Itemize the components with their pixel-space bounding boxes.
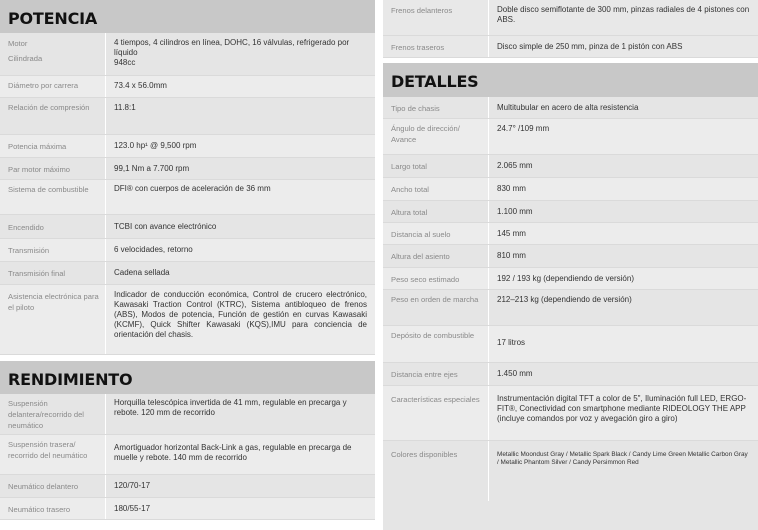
row-label: Colores disponibles <box>383 441 489 501</box>
row-label: Potencia máxima <box>0 135 106 157</box>
table-row <box>0 76 375 98</box>
row-value: 120/70-17 <box>114 481 151 490</box>
table-row <box>383 155 758 178</box>
row-label: Ancho total <box>383 178 489 200</box>
table-row <box>0 394 375 435</box>
row-value: 810 mm <box>497 251 526 260</box>
row-value: 11.8:1 <box>114 103 136 112</box>
table-row <box>383 363 758 386</box>
table-row <box>0 180 375 215</box>
row-label: Distancia al suelo <box>383 223 489 244</box>
table-row <box>383 119 758 155</box>
table-row <box>383 290 758 326</box>
row-value: 123.0 hp¹ @ 9,500 rpm <box>114 141 197 150</box>
section-title-detalles: DETALLES <box>383 63 758 97</box>
row-label: Largo total <box>383 155 489 177</box>
table-row <box>383 268 758 290</box>
row-label: Suspensión delantera/recorrido del neumático <box>0 394 106 434</box>
row-value: Amortiguador horizontal Back-Link a gas, regulable en precarga de muelle y rebote. 140 mm de recorrido <box>114 443 352 462</box>
frenos-table <box>383 0 758 58</box>
row-label: Características especiales <box>383 386 489 440</box>
table-row <box>383 386 758 441</box>
row-label: Tipo de chasis <box>383 97 489 118</box>
row-value: 830 mm <box>497 184 526 193</box>
row-value: 2.065 mm <box>497 161 533 170</box>
table-row <box>0 33 375 76</box>
table-row <box>383 97 758 119</box>
table-row <box>0 215 375 239</box>
row-value: 4 tiempos, 4 cilindros en línea, DOHC, 16 válvulas, refrigerado por líquido <box>114 38 350 57</box>
row-label: Neumático trasero <box>0 498 106 519</box>
row-label: Par motor máximo <box>0 158 106 179</box>
row-value: Indicador de conducción económica, Control de crucero electrónico, Kawasaki Traction Control (KTRC), Sistema antibloqueo de frenos (ABS), Modos de potencia, Función de gestión en curvas Kawasaki (KCMF), Quick Shifter Kawasaki (KQS),IMU para conciencia de orientación del chasis. <box>114 290 367 339</box>
table-row <box>383 245 758 268</box>
table-row <box>383 201 758 223</box>
row-label: Peso en orden de marcha <box>383 290 489 325</box>
table-row <box>383 441 758 501</box>
table-row <box>0 435 375 475</box>
row-value: 180/55-17 <box>114 504 151 513</box>
row-value: 1.450 mm <box>497 369 533 378</box>
row-label: Ángulo de dirección/ Avance <box>383 119 489 154</box>
row-label: Neumático delantero <box>0 475 106 497</box>
row-label: Sistema de combustible <box>0 180 106 214</box>
row-value: 948cc <box>114 58 136 67</box>
row-value: TCBI con avance electrónico <box>114 222 217 231</box>
detalles-table <box>383 97 758 501</box>
row-label: Altura del asiento <box>383 245 489 267</box>
row-label: Transmisión <box>0 239 106 261</box>
row-label: Asistencia electrónica para el piloto <box>0 285 106 354</box>
row-value: 212–213 kg (dependiendo de versión) <box>497 295 632 304</box>
row-value: 73.4 x 56.0mm <box>114 81 167 90</box>
table-row <box>0 98 375 135</box>
section-title-potencia: POTENCIA <box>0 0 375 33</box>
row-label: Diámetro por carrera <box>0 76 106 97</box>
potencia-table <box>0 33 375 355</box>
rendimiento-table <box>0 394 375 520</box>
row-label: Encendido <box>0 215 106 238</box>
table-row <box>383 178 758 201</box>
row-value: 99,1 Nm a 7.700 rpm <box>114 164 190 173</box>
row-value: Cadena sellada <box>114 268 170 277</box>
row-value: 192 / 193 kg (dependiendo de versión) <box>497 274 634 283</box>
table-row <box>383 0 758 36</box>
row-label: Peso seco estimado <box>383 268 489 289</box>
row-label: Motor <box>8 39 28 48</box>
row-value: Disco simple de 250 mm, pinza de 1 pistón con ABS <box>497 42 683 51</box>
row-label: Frenos traseros <box>383 36 489 57</box>
table-row <box>383 223 758 245</box>
row-value: Multitubular en acero de alta resistencia <box>497 103 639 112</box>
table-row <box>383 36 758 58</box>
row-label: Altura total <box>383 201 489 222</box>
row-value: Doble disco semiflotante de 300 mm, pinzas radiales de 4 pistones con ABS. <box>497 5 750 24</box>
table-row <box>0 135 375 158</box>
table-row <box>0 239 375 262</box>
row-label: Transmisión final <box>0 262 106 284</box>
row-label: Cilindrada <box>8 54 43 63</box>
right-column <box>383 0 758 530</box>
left-column <box>0 0 375 520</box>
row-value: 145 mm <box>497 229 526 238</box>
row-value: Instrumentación digital TFT a color de 5", Iluminación full LED, ERGO-FIT®, Conectividad con smartphone mediante RIDEOLOGY THE APP (incluye comandos por voz y avegación giro a giro) <box>497 394 747 423</box>
row-value: 6 velocidades, retorno <box>114 245 193 254</box>
row-value: 24.7° /109 mm <box>497 124 550 133</box>
row-label: Depósito de combustible <box>383 326 489 362</box>
row-value: Metallic Moondust Gray / Metallic Spark Black / Candy Lime Green Metallic Carbon Gray / Metallic Phantom Silver / Candy Persimmon Red <box>497 451 748 467</box>
table-row <box>383 326 758 363</box>
row-label: Suspensión trasera/ recorrido del neumático <box>0 435 106 474</box>
row-value: DFI® con cuerpos de aceleración de 36 mm <box>114 184 271 193</box>
row-label: Relación de compresión <box>0 98 106 134</box>
row-label: Distancia entre ejes <box>383 363 489 385</box>
table-row <box>0 262 375 285</box>
table-row <box>0 285 375 355</box>
row-value: 17 litros <box>497 338 526 347</box>
row-value: 1.100 mm <box>497 207 533 216</box>
section-title-rendimiento: RENDIMIENTO <box>0 361 375 394</box>
table-row <box>0 158 375 180</box>
table-row <box>0 475 375 498</box>
row-label: Frenos delanteros <box>383 0 489 35</box>
table-row <box>0 498 375 520</box>
row-value: Horquilla telescópica invertida de 41 mm, regulable en precarga y rebote. 120 mm de recorrido <box>114 398 347 417</box>
